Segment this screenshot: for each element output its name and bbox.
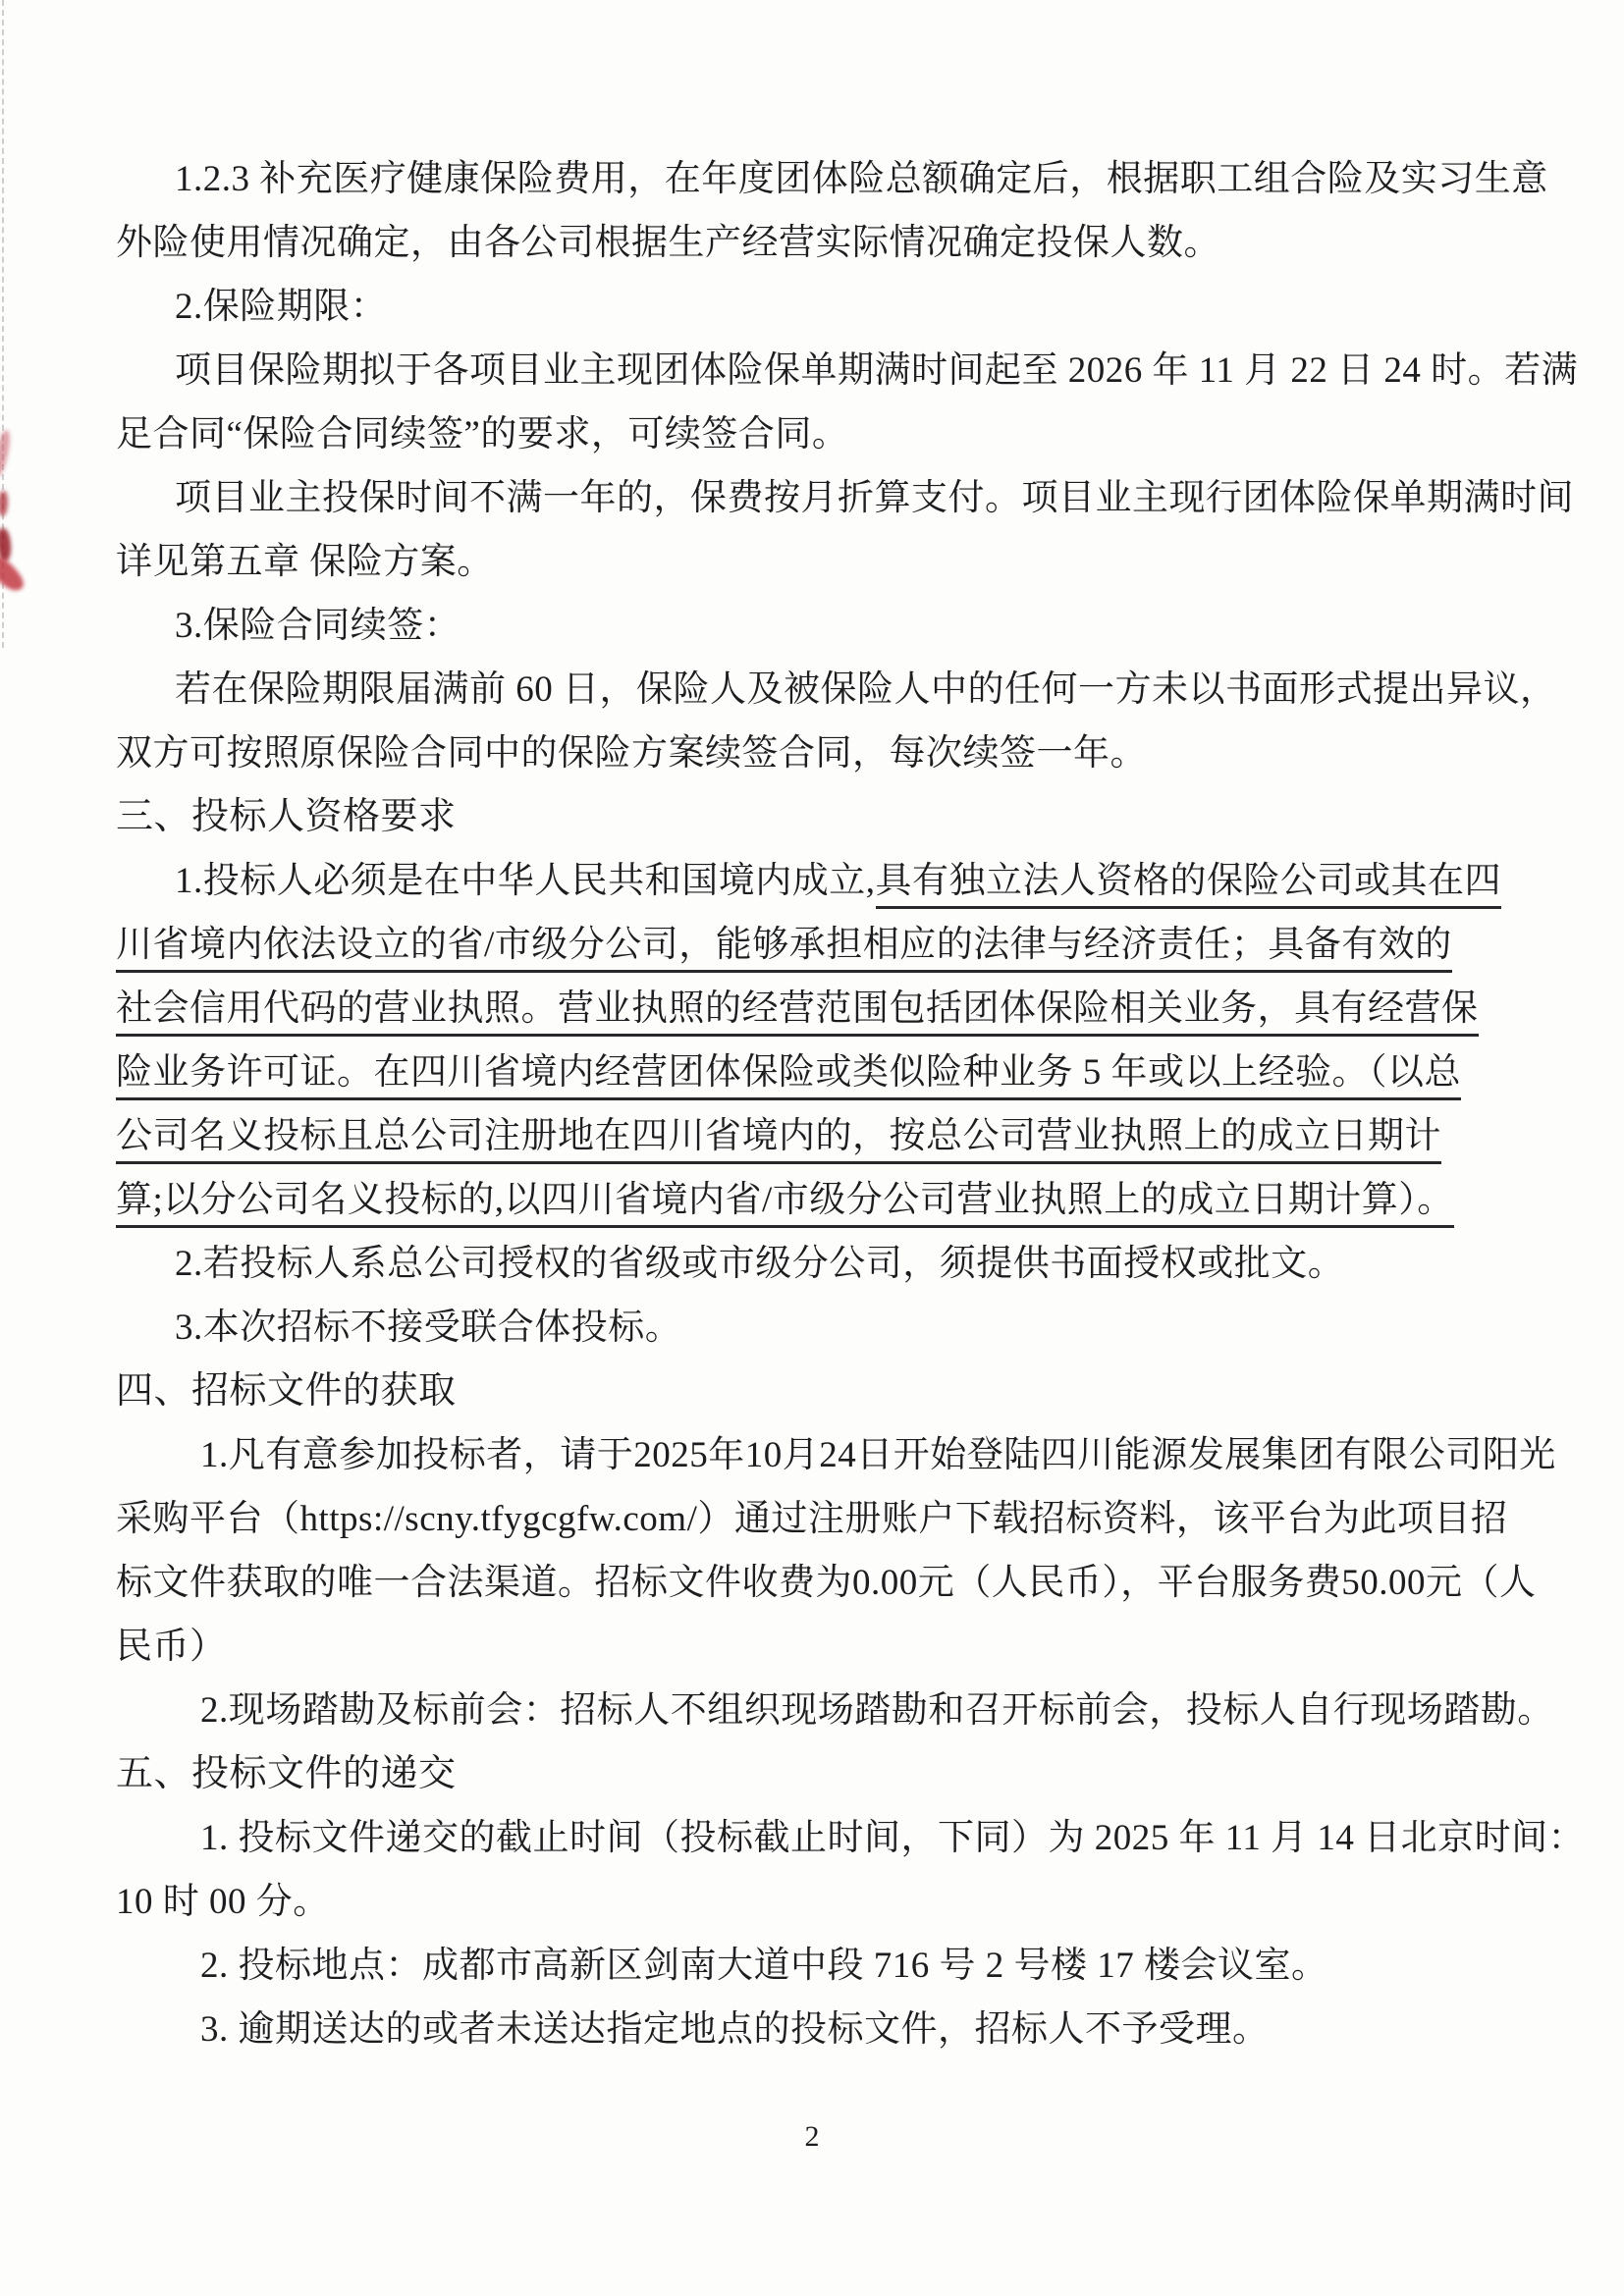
text-line <box>116 1168 1514 1232</box>
underlined-text-segment: 具有独立法人资格的保险公司或其在四 <box>876 861 1502 909</box>
section-heading <box>116 1360 1514 1423</box>
text-line <box>116 1551 1537 1615</box>
text-line <box>116 849 1514 913</box>
text-line <box>116 1615 1514 1679</box>
text-line <box>116 977 1514 1041</box>
text-segment: 3.保险合同续签： <box>175 606 461 646</box>
text-segment: 民币） <box>116 1627 227 1667</box>
text-segment: 10 时 00 分。 <box>116 1882 330 1922</box>
underlined-text-segment: 算;以分公司名义投标的,以四川省境内省/市级分公司营业执照上的成立日期计算）。 <box>116 1180 1454 1228</box>
text-segment: 项目保险期拟于各项目业主现团体险保单期满时间起至 2026 年 11 月 22 日 24 时。若满 <box>175 350 1579 391</box>
text-segment: 若在保险期限届满前 60 日，保险人及被保险人中的任何一方未以书面形式提出异议， <box>175 669 1557 710</box>
text-line <box>116 466 1574 530</box>
text-line <box>116 1934 1514 1998</box>
text-line <box>116 402 1514 466</box>
text-line <box>116 1423 1556 1487</box>
underlined-text-segment: 公司名义投标且总公司注册地在四川省境内的，按总公司营业执照上的成立日期计 <box>116 1116 1441 1164</box>
text-line <box>116 1487 1514 1551</box>
text-segment: 2.若投标人系总公司授权的省级或市级分公司，须提供书面授权或批文。 <box>175 1244 1345 1284</box>
text-line <box>116 1806 1586 1870</box>
text-segment: 项目业主投保时间不满一年的，保费按月折算支付。项目业主现行团体险保单期满时间 <box>175 478 1574 518</box>
text-segment: 1.凡有意参加投标者，请于2025年10月24日开始登陆四川能源发展集团有限公司阳光 <box>200 1435 1556 1475</box>
text-line <box>116 1232 1514 1296</box>
text-segment: 2. 投标地点：成都市高新区剑南大道中段 716 号 2 号楼 17 楼会议室。 <box>200 1946 1328 1986</box>
text-segment: 3. 逾期送达的或者未送达指定地点的投标文件，招标人不予受理。 <box>200 2009 1270 2050</box>
text-line <box>116 1296 1514 1360</box>
text-line <box>116 1870 1514 1934</box>
text-line <box>116 1104 1514 1168</box>
text-line <box>116 275 1514 339</box>
text-segment: 双方可按照原保险合同中的保险方案续签合同，每次续签一年。 <box>116 733 1147 774</box>
text-segment: 外险使用情况确定，由各公司根据生产经营实际情况确定投保人数。 <box>116 223 1220 263</box>
text-line <box>116 530 1514 594</box>
text-line <box>116 1679 1554 1742</box>
text-line <box>116 339 1579 402</box>
section-heading <box>116 785 1514 849</box>
text-segment: 1.投标人必须是在中华人民共和国境内成立, <box>175 861 876 901</box>
text-line <box>116 1998 1514 2061</box>
text-line <box>116 211 1514 275</box>
text-segment: 1.2.3 补充医疗健康保险费用，在年度团体险总额确定后，根据职工组合险及实习生意 <box>175 159 1548 199</box>
text-segment: 四、招标文件的获取 <box>116 1370 457 1412</box>
red-ink-stain <box>0 491 8 516</box>
text-segment: 3.本次招标不接受联合体投标。 <box>175 1308 682 1348</box>
text-segment: 标文件获取的唯一合法渠道。招标文件收费为0.00元（人民币），平台服务费50.00元（人 <box>116 1563 1537 1603</box>
text-segment: 详见第五章 保险方案。 <box>116 542 494 582</box>
text-segment: 足合同“保险合同续签”的要求，可续签合同。 <box>116 414 849 454</box>
text-line <box>116 1041 1514 1104</box>
text-segment: 三、投标人资格要求 <box>116 796 457 837</box>
text-line <box>116 913 1514 977</box>
page-number: 2 <box>804 2120 820 2153</box>
text-line <box>116 658 1557 721</box>
text-segment: 2.现场踏勘及标前会：招标人不组织现场踏勘和召开标前会，投标人自行现场踏勘。 <box>200 1690 1554 1731</box>
text-segment: 2.保险期限： <box>175 287 388 327</box>
section-heading <box>116 1742 1514 1806</box>
red-ink-stain <box>0 429 12 477</box>
document-body <box>116 147 1586 2061</box>
text-line <box>116 721 1514 785</box>
underlined-text-segment: 川省境内依法设立的省/市级分公司，能够承担相应的法律与经济责任；具备有效的 <box>116 925 1452 973</box>
underlined-text-segment: 社会信用代码的营业执照。营业执照的经营范围包括团体保险相关业务，具有经营保 <box>116 988 1479 1037</box>
text-segment: 1. 投标文件递交的截止时间（投标截止时间，下同）为 2025 年 11 月 14 日北京时间： <box>200 1818 1586 1858</box>
text-segment: 五、投标文件的递交 <box>116 1753 457 1794</box>
text-line <box>116 147 1548 211</box>
underlined-text-segment: 险业务许可证。在四川省境内经营团体保险或类似险种业务 5 年或以上经验。（以总 <box>116 1052 1461 1100</box>
text-segment: 采购平台（https://scny.tfygcgfw.com/）通过注册账户下载招标资料，该平台为此项目招 <box>116 1499 1508 1539</box>
text-line <box>116 594 1514 658</box>
